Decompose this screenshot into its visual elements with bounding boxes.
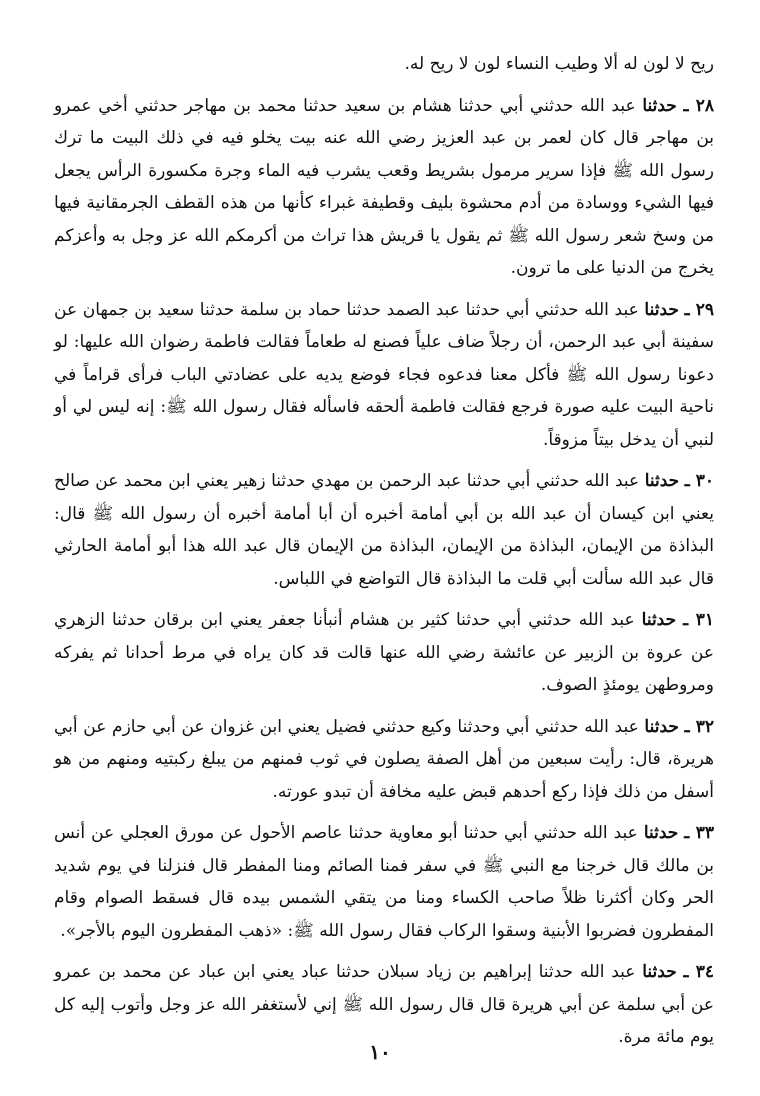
- hadith-number: ٢٨ ـ: [683, 95, 714, 116]
- hadith-text: عبد الله حدثني أبي حدثنا عبد الصمد حدثنا حماد بن سلمة حدثنا سعيد بن جمهان عن سفينة أبي عبد الرحمن، أن رجلاً ضاف علياً فصنع له طعاماً فقالت فاطمة رضوان الله عليها: لو دعونا رسول الله ﷺ فأكل معنا فدعوه فجاء فوضع يديه على عضادتي الباب فرأى قراماً في ناحية البيت عليه صورة فرجع فقالت فاطمة ألحقه فاسأله فقال رسول الله ﷺ: إنه ليس لي أو لنبي أن يدخل بيتاً مزوقاً.: [54, 299, 714, 450]
- hadith-29: [54, 294, 714, 457]
- hadith-text: عبد الله حدثني أبي حدثنا عبد الرحمن بن مهدي حدثنا زهير يعني ابن محمد عن صالح يعني ابن كيسان أن عبد الله بن أبي أمامة أخبره أن أبا أمامة أخبره أن رسول الله ﷺ قال: البذاذة من الإيمان، البذاذة من الإيمان، البذاذة من الإيمان قال عبد الله هذا أبو أمامة الحارثي قال عبد الله سألت أبي قلت ما البذاذة قال التواضع في اللباس.: [54, 471, 714, 589]
- hadith-number: ٣١ ـ: [683, 610, 714, 630]
- hadith-number: ٣٤ ـ: [683, 962, 715, 982]
- page-number: ١٠: [369, 1040, 391, 1064]
- hadith-33: [54, 817, 714, 947]
- hadith-keyword: حدثنا: [644, 471, 680, 491]
- hadith-number: ٣٢ ـ: [684, 716, 715, 737]
- hadith-keyword: حدثنا: [644, 299, 679, 320]
- hadith-text: عبد الله حدثني أبي حدثنا أبو معاوية حدثنا عاصم الأحول عن مورق العجلي عن أنس بن مالك قال خرجنا مع النبي ﷺ في سفر فمنا الصائم ومنا المفطر قال فنزلنا في يوم شديد الحر وكان أكثرنا ظلاً صاحب الكساء ومنا من يتقي الشمس بيده قال فسقط الصوام وقام المفطرون فضربوا الأبنية وسقوا الركاب فقال رسول الله ﷺ: «ذهب المفطرون اليوم بالأجر».: [54, 823, 714, 941]
- hadith-keyword: حدثنا: [644, 716, 679, 737]
- hadith-number: ٣٣ ـ: [684, 823, 715, 843]
- hadith-31: [54, 604, 714, 702]
- hadith-keyword: حدثنا: [641, 610, 677, 630]
- hadith-keyword: حدثنا: [643, 823, 679, 843]
- hadith-text: عبد الله حدثنا إبراهيم بن زياد سبلان حدثنا عباد يعني ابن عباد عن محمد بن عمرو عن أبي سلمة عن أبي هريرة قال قال رسول الله ﷺ إني لأستغفر الله عز وجل وأتوب إليه كل يوم مائة مرة.: [54, 962, 714, 1047]
- hadith-30: [54, 465, 714, 595]
- hadith-number: ٢٩ ـ: [684, 299, 715, 320]
- hadith-keyword: حدثنا: [642, 95, 677, 116]
- hadith-34: [54, 956, 714, 1054]
- intro-paragraph: ريح لا لون له ألا وطيب النساء لون لا ريح له.: [404, 54, 714, 74]
- hadith-text: عبد الله حدثني أبي حدثنا كثير بن هشام أنبأنا جعفر يعني ابن برقان حدثنا الزهري عن عروة بن الزبير عن عائشة رضي الله عنها قالت قد كان يراه في مرط أحدانا ثم يفركه ومروطهن يومئذٍ الصوف.: [54, 610, 714, 695]
- hadith-keyword: حدثنا: [642, 962, 677, 982]
- hadith-number: ٣٠ ـ: [684, 471, 714, 491]
- hadith-text: عبد الله حدثني أبي حدثنا هشام بن سعيد حدثنا محمد بن مهاجر حدثني أخي عمرو بن مهاجر قال كان لعمر بن عبد العزيز رضي الله عنه بيت يخلو فيه في ذلك البيت ما ترك رسول الله ﷺ فإذا سرير مرمول بشريط وقعب يشرب فيه الماء وجرة مكسورة الرأس يجعل فيها الشيء ووسادة من أدم محشوة بليف وقطيفة غبراء كأنها من هذه القطف الجرمقانية فيها من وسخ شعر رسول الله ﷺ ثم يقول يا قريش هذا تراث من أكرمكم الله عز وجل به وأعزكم يخرج من الدنيا على ما ترون.: [54, 95, 714, 278]
- hadith-text: عبد الله حدثني أبي وحدثنا وكيع حدثني فضيل يعني ابن غزوان عن أبي حازم عن أبي هريرة، قال: رأيت سبعين من أهل الصفة يصلون في ثوب فمنهم من يبلغ ركبتيه ومنهم من هو أسفل من ذلك فإذا ركع أحدهم قبض عليه مخافة أن تبدو عورته.: [54, 716, 714, 802]
- hadith-32: [54, 711, 714, 809]
- hadith-28: [54, 90, 714, 285]
